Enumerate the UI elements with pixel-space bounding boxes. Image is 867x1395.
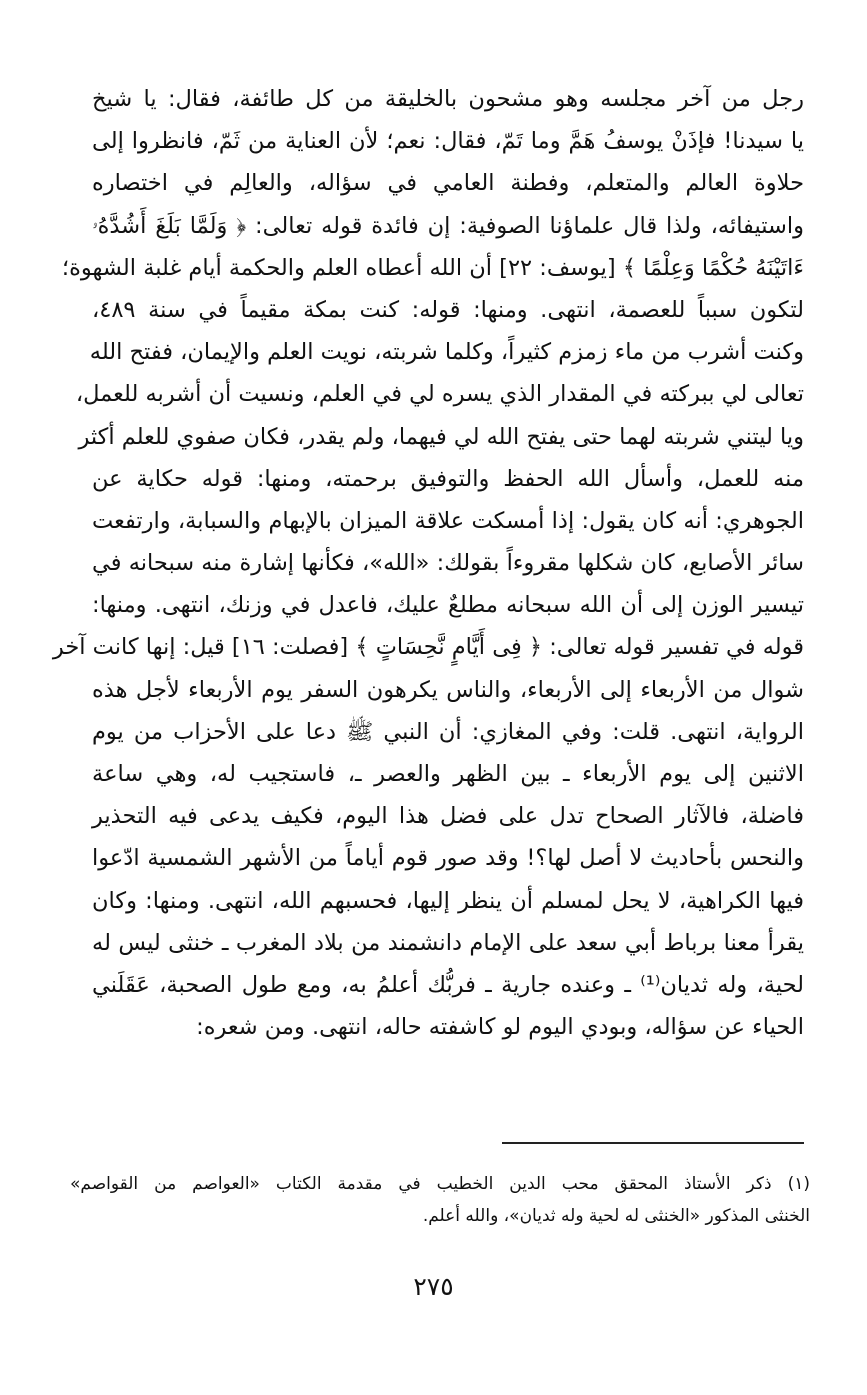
text-line: ويا ليتني شربته لهما حتى يفتح الله لي فيهما، ولم يقدر، فكان صفوي للعلم أكثر bbox=[78, 423, 804, 450]
text-line: حلاوة العالم والمتعلم، وفطنة العامي في سؤاله، والعالِم في اختصاره bbox=[92, 170, 804, 197]
text-line: والنحس بأحاديث لا أصل لها؟! وقد صور قوم أياماً من الأشهر الشمسية ادّعوا bbox=[92, 845, 804, 872]
text-line: وكنت أشرب من ماء زمزم كثيراً، وكلما شربته، نويت العلم والإيمان، ففتح الله bbox=[89, 339, 804, 366]
text-line: لحية، وله ثديان⁽¹⁾ ـ وعنده جارية ـ فربُّك أعلمُ به، ومع طول الصحبة، عَقَلَني bbox=[92, 971, 804, 998]
text-line: يا سيدنا! فإذَنْ يوسفُ هَمَّ وما تَمّ، فقال: نعم؛ لأن العناية من ثَمّ، فانظروا إلى bbox=[92, 128, 804, 155]
text-line: منه للعمل، وأسأل الله الحفظ والتوفيق برحمته، ومنها: قوله حكاية عن bbox=[92, 465, 804, 492]
text-line: ءَاتَيْنَهُ حُكْمًا وَعِلْمًا ﴾ [يوسف: ٢٢] أن الله أعطاه العلم والحكمة أيام غلبة الشهوة؛ bbox=[61, 254, 804, 281]
footnote-separator bbox=[502, 1142, 804, 1144]
text-line: فاضلة، فالآثار الصحاح تدل على فضل هذا اليوم، فكيف يدعى فيه التحذير bbox=[92, 803, 804, 830]
text-line: الجوهري: أنه كان يقول: إذا أمسكت علاقة الميزان بالإبهام والسبابة، وارتفعت bbox=[92, 507, 804, 534]
footnote-line: الخنثى المذكور «الخنثى له لحية وله ثديان»، والله أعلم. bbox=[422, 1206, 810, 1226]
footnote-line: (١) ذكر الأستاذ المحقق محب الدين الخطيب في مقدمة الكتاب «العواصم من القواصم» bbox=[70, 1174, 810, 1194]
text-line: قوله في تفسير قوله تعالى: ﴿ فِى أَيَّامٍ نَّحِسَاتٍ ﴾ [فصلت: ١٦] قيل: إنها كانت آخر bbox=[52, 634, 804, 661]
text-line: تيسير الوزن إلى أن الله سبحانه مطلعٌ عليك، فاعدل في وزنك، انتهى. ومنها: bbox=[92, 592, 804, 619]
text-line: الاثنين إلى يوم الأربعاء ـ بين الظهر والعصر ـ، فاستجيب له، وهي ساعة bbox=[92, 761, 804, 787]
text-line: سائر الأصابع، كان شكلها مقروءاً بقولك: «الله»، فكأنها إشارة منه سبحانه في bbox=[92, 550, 804, 577]
text-line-last: الحياء عن سؤاله، وبودي اليوم لو كاشفته حاله، انتهى. ومن شعره: bbox=[196, 1014, 804, 1041]
text-line: الرواية، انتهى. قلت: وفي المغازي: أن النبي ﷺ دعا على الأحزاب من يوم bbox=[92, 718, 804, 745]
text-line: فيها الكراهية، لا يحل لمسلم أن ينظر إليها، فحسبهم الله، انتهى. ومنها: وكان bbox=[92, 887, 804, 914]
text-line: يقرأ معنا برباط أبي سعد على الإمام دانشمند من بلاد المغرب ـ خنثى ليس له bbox=[92, 929, 804, 956]
text-line: واستيفائه، ولذا قال علماؤنا الصوفية: إن فائدة قوله تعالى: ﴿ وَلَمَّا بَلَغَ أَشُدَّهُۥ bbox=[92, 212, 804, 239]
text-line: لتكون سبباً للعصمة، انتهى. ومنها: قوله: كنت بمكة مقيماً في سنة ٤٨٩، bbox=[92, 296, 804, 323]
text-line: شوال من الأربعاء إلى الأربعاء، والناس يكرهون السفر يوم الأربعاء لأجل هذه bbox=[92, 676, 804, 703]
footnotes-block bbox=[70, 1168, 810, 1232]
page-number: ٢٧٥ bbox=[413, 1272, 454, 1301]
text-line: رجل من آخر مجلسه وهو مشحون بالخليقة من كل طائفة، فقال: يا شيخ bbox=[92, 86, 804, 112]
main-text-block bbox=[52, 78, 804, 1048]
text-line: تعالى لي ببركته في المقدار الذي يسره لي في العلم، ونسيت أن أشربه للعمل، bbox=[75, 381, 804, 408]
